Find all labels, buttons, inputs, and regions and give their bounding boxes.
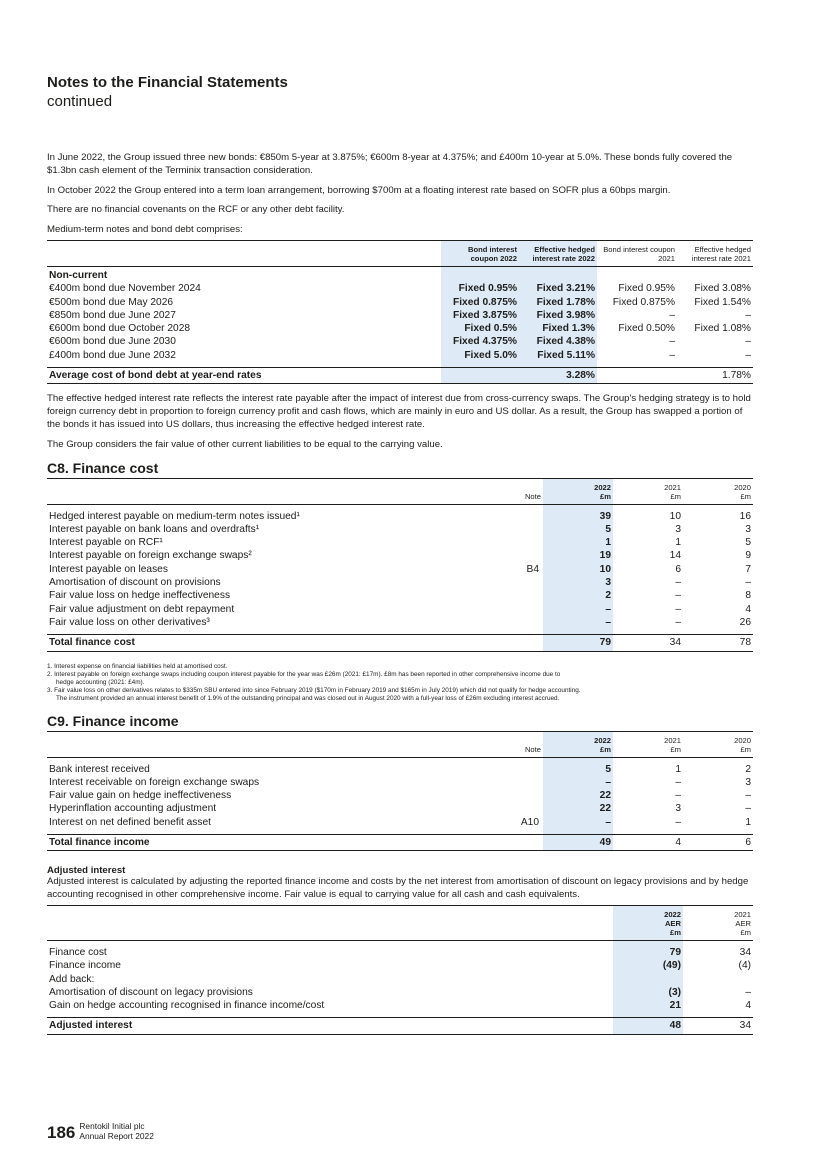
cell: Fixed 0.50%: [618, 323, 675, 335]
table-row: [47, 589, 753, 602]
cell: –: [675, 577, 681, 589]
cell: Fixed 1.3%: [519, 322, 597, 335]
row-label: Add back:: [49, 973, 95, 985]
table-row: [47, 282, 753, 295]
row-label: Interest payable on RCF¹: [49, 537, 163, 549]
cell: –: [543, 616, 613, 629]
note-cell: [427, 589, 543, 602]
publication-info: [79, 1121, 154, 1141]
cell: 1: [675, 763, 681, 775]
table-row: [47, 349, 753, 362]
row-label: Interest payable on foreign exchange swaps²: [49, 550, 252, 562]
cell: Fixed 0.95%: [618, 283, 675, 295]
table-row: [47, 510, 753, 523]
cell: Fixed 0.5%: [441, 322, 519, 335]
cell: –: [745, 790, 751, 802]
col-header: 2022 £m: [543, 478, 613, 504]
cell: –: [745, 577, 751, 589]
total-row: [47, 1018, 753, 1034]
cell: 5: [543, 523, 613, 536]
table-row: [47, 986, 753, 999]
footnote: 1. Interest expense on financial liabilities held at amortised cost.: [47, 662, 228, 670]
table-row: [47, 563, 753, 576]
bond-table: [47, 240, 753, 384]
cell: Fixed 1.54%: [694, 296, 751, 308]
row-label: Fair value gain on hedge ineffectiveness: [49, 790, 232, 802]
page-subtitle: continued: [47, 93, 113, 110]
cell: (49): [613, 959, 683, 972]
cell: 22: [543, 802, 613, 815]
total-cell: 48: [613, 1018, 683, 1034]
adjusted-interest-text: Adjusted interest is calculated by adjusting the reported finance income and costs by the net interest from amortisation of discount on legacy provisions and by hedge accounting recognised in other comprehensive income. Fair value is equal to carrying value for all cash and cash equivalents.: [47, 876, 749, 901]
cell: 3: [543, 576, 613, 589]
col-header: Effective hedged interest rate 2022: [519, 240, 597, 266]
table-row: [47, 523, 753, 536]
cell: Fixed 5.0%: [441, 349, 519, 362]
note-cell: [427, 549, 543, 562]
cell: 1: [745, 816, 751, 828]
total-label: Total finance cost: [47, 635, 427, 651]
row-label: Hyperinflation accounting adjustment: [49, 803, 217, 815]
row-label: €400m bond due November 2024: [49, 283, 201, 295]
intro-paragraph: There are no financial covenants on the RCF or any other debt facility.: [47, 204, 345, 216]
cell: 1: [543, 536, 613, 549]
cell: –: [675, 603, 681, 615]
cell: Fixed 0.875%: [612, 296, 675, 308]
row-label: Amortisation of discount on legacy provisions: [49, 986, 253, 998]
cell: –: [745, 986, 751, 998]
row-label: Fair value adjustment on debt repayment: [49, 603, 235, 615]
cell: Fixed 3.08%: [694, 283, 751, 295]
cell: Fixed 3.875%: [441, 309, 519, 322]
total-label: Adjusted interest: [47, 1018, 613, 1034]
note-cell: A10: [520, 816, 539, 828]
total-cell: 34: [683, 1018, 753, 1034]
cell: Fixed 5.11%: [519, 349, 597, 362]
col-header: 2020 £m: [683, 478, 753, 504]
cell: Fixed 3.98%: [519, 309, 597, 322]
note-cell: [427, 789, 543, 802]
cell: –: [745, 803, 751, 815]
row-label: Interest receivable on foreign exchange swaps: [49, 776, 260, 788]
cell: 21: [613, 999, 683, 1012]
table-row: [47, 322, 753, 335]
row-label: €850m bond due June 2027: [49, 309, 176, 321]
note-cell: [427, 523, 543, 536]
table-row: [47, 776, 753, 789]
cell: 2: [745, 763, 751, 775]
cell: Fixed 0.95%: [441, 282, 519, 295]
total-row: [47, 635, 753, 651]
note-cell: [427, 802, 543, 815]
total-cell: 4: [613, 835, 683, 851]
table-row: [47, 959, 753, 972]
table-row: [47, 616, 753, 629]
cell: 10: [669, 510, 681, 522]
table-row: [47, 603, 753, 616]
body-paragraph: The effective hedged interest rate reflects the interest rate payable after the impact of interest due from cross-currency swaps. The Group's hedging strategy is to hold foreign currency debt in proportion to foreign currency profit and cash flows, which are mainly in euro and US dollar. As a result, the Group has swapped a portion of the bonds it has issued into US dollars, thus increasing the effective hedged interest rate.: [47, 393, 751, 430]
cell: 6: [675, 563, 681, 575]
cell: Fixed 3.21%: [519, 282, 597, 295]
col-header: Effective hedged interest rate 2021: [677, 240, 753, 266]
note-cell: [427, 776, 543, 789]
cell: –: [675, 616, 681, 628]
cell: (3): [613, 986, 683, 999]
col-header: Bond interest coupon 2022: [441, 240, 519, 266]
cell: 14: [669, 550, 681, 562]
group-label: Non-current: [49, 269, 108, 281]
total-cell: 1.78%: [677, 368, 753, 384]
cell: –: [543, 603, 613, 616]
cell: (4): [738, 960, 751, 972]
cell: 16: [739, 510, 751, 522]
cell: –: [745, 336, 751, 348]
footnote: The instrument provided an annual interest benefit of 1.9% of the outstanding principal and was closed out in August 2020 with a full-year loss of £26m excluding interest accrued.: [56, 695, 560, 703]
cell: 4: [745, 1000, 751, 1012]
cell: 26: [739, 616, 751, 628]
page-content: [47, 74, 753, 1035]
cell: 8: [745, 590, 751, 602]
page-footer: [47, 1121, 154, 1141]
table-row: [47, 816, 753, 829]
cell: 39: [543, 510, 613, 523]
company-name: Rentokil Initial plc: [79, 1121, 145, 1131]
cell: –: [675, 790, 681, 802]
cell: [683, 973, 753, 986]
cell: 9: [745, 550, 751, 562]
total-cell: 34: [613, 635, 683, 651]
col-header: 2022 £m: [543, 731, 613, 757]
row-label: Fair value loss on hedge ineffectiveness: [49, 590, 231, 602]
cell: 1: [675, 537, 681, 549]
col-header: 2020 £m: [683, 731, 753, 757]
table-row: [47, 536, 753, 549]
table-row: [47, 973, 753, 986]
row-label: Interest payable on leases: [49, 563, 168, 575]
col-header-note: Note: [427, 478, 543, 504]
total-cell: 79: [543, 635, 613, 651]
cell: –: [745, 309, 751, 321]
cell: 5: [745, 537, 751, 549]
row-label: Interest payable on bank loans and overdrafts¹: [49, 523, 260, 535]
note-cell: [427, 763, 543, 776]
table-row: [47, 576, 753, 589]
total-cell: 78: [683, 635, 753, 651]
cell: 10: [543, 563, 613, 576]
cell: –: [675, 776, 681, 788]
row-label: €600m bond due October 2028: [49, 323, 191, 335]
cell: –: [745, 349, 751, 361]
section-title-finance-income: C9. Finance income: [47, 712, 179, 729]
cell: –: [669, 349, 675, 361]
cell: Fixed 4.375%: [441, 335, 519, 348]
cell: 2: [543, 589, 613, 602]
table-row: [47, 802, 753, 815]
row-label: Interest on net defined benefit asset: [49, 816, 211, 828]
col-header: 2021 AER £m: [683, 905, 753, 940]
cell: Fixed 4.38%: [519, 335, 597, 348]
table-row: [47, 549, 753, 562]
cell: 3: [745, 523, 751, 535]
footnote: hedge accounting (2021: £4m).: [56, 678, 145, 686]
col-header: 2021 £m: [613, 478, 683, 504]
table-row: [47, 789, 753, 802]
row-label: Hedged interest payable on medium-term notes issued¹: [49, 510, 300, 522]
cell: 4: [745, 603, 751, 615]
col-header: Bond interest coupon 2021: [597, 240, 677, 266]
cell: –: [675, 590, 681, 602]
finance-cost-table: [47, 478, 753, 652]
row-label: €500m bond due May 2026: [49, 296, 174, 308]
body-paragraph: The Group considers the fair value of other current liabilities to be equal to the carrying value.: [47, 438, 443, 450]
cell: 3: [745, 776, 751, 788]
cell: –: [669, 336, 675, 348]
finance-income-table: [47, 731, 753, 852]
cell: Fixed 0.875%: [441, 296, 519, 309]
row-label: Finance income: [49, 960, 121, 972]
cell: 3: [675, 803, 681, 815]
cell: 3: [675, 523, 681, 535]
col-header: 2021 £m: [613, 731, 683, 757]
total-label: Total finance income: [47, 835, 427, 851]
table-row: [47, 763, 753, 776]
table-row: [47, 946, 753, 959]
cell: –: [543, 816, 613, 829]
total-row: [47, 835, 753, 851]
row-label: €600m bond due June 2030: [49, 336, 176, 348]
note-cell: [427, 536, 543, 549]
row-label: Finance cost: [49, 946, 107, 958]
page-title: Notes to the Financial Statements: [47, 74, 288, 91]
row-label: Gain on hedge accounting recognised in finance income/cost: [49, 1000, 325, 1012]
section-title-finance-cost: C8. Finance cost: [47, 459, 159, 476]
total-label: Average cost of bond debt at year-end rates: [47, 368, 441, 384]
total-row: [47, 368, 753, 384]
cell: 79: [613, 946, 683, 959]
cell: 19: [543, 549, 613, 562]
row-label: Bank interest received: [49, 763, 150, 775]
col-header-note: Note: [427, 731, 543, 757]
note-cell: B4: [526, 563, 539, 575]
adjusted-interest-heading: Adjusted interest: [47, 865, 126, 877]
row-label: £400m bond due June 2032: [49, 349, 176, 361]
total-cell: 3.28%: [519, 368, 597, 384]
note-cell: [427, 510, 543, 523]
table-row: [47, 296, 753, 309]
table-row: [47, 999, 753, 1012]
adjusted-interest-table: [47, 905, 753, 1035]
table-row: [47, 309, 753, 322]
cell: [613, 973, 683, 986]
note-cell: [427, 616, 543, 629]
cell: Fixed 1.78%: [519, 296, 597, 309]
intro-paragraph: In October 2022 the Group entered into a term loan arrangement, borrowing $700m at a floating interest rate based on SOFR plus a 60bps margin.: [47, 184, 671, 196]
cell: Fixed 1.08%: [694, 323, 751, 335]
report-name: Annual Report 2022: [79, 1131, 154, 1141]
cell: –: [675, 816, 681, 828]
footnote: 3. Fair value loss on other derivatives relates to $335m SBU entered into since February 2019 ($170m in February 2019 and $165m in July 2019) which did not qualify for hedge accounting.: [47, 687, 581, 695]
col-header: 2022 AER £m: [613, 905, 683, 940]
table-row: [47, 335, 753, 348]
intro-paragraph: In June 2022, the Group issued three new bonds: €850m 5-year at 3.875%; €600m 8-year at 4.375%; and £400m 10-year at 5.0%. These bonds fully covered the $1.3bn cash element of the Terminix transaction consideration.: [47, 152, 733, 176]
cell: –: [669, 309, 675, 321]
intro-paragraph: Medium-term notes and bond debt comprises:: [47, 224, 243, 236]
cell: 5: [543, 763, 613, 776]
total-cell: 6: [683, 835, 753, 851]
page-number: 186: [47, 1123, 76, 1142]
cell: 34: [739, 946, 751, 958]
cell: –: [543, 776, 613, 789]
row-label: Fair value loss on other derivatives³: [49, 616, 210, 628]
total-cell: 49: [543, 835, 613, 851]
footnote: 2. Interest payable on foreign exchange swaps including coupon interest payable for the year was £26m (2021: £17m). £8m has been reported in other comprehensive income due to: [47, 670, 561, 678]
note-cell: [427, 603, 543, 616]
row-label: Amortisation of discount on provisions: [49, 577, 221, 589]
note-cell: [427, 576, 543, 589]
cell: 22: [543, 789, 613, 802]
cell: 7: [745, 563, 751, 575]
